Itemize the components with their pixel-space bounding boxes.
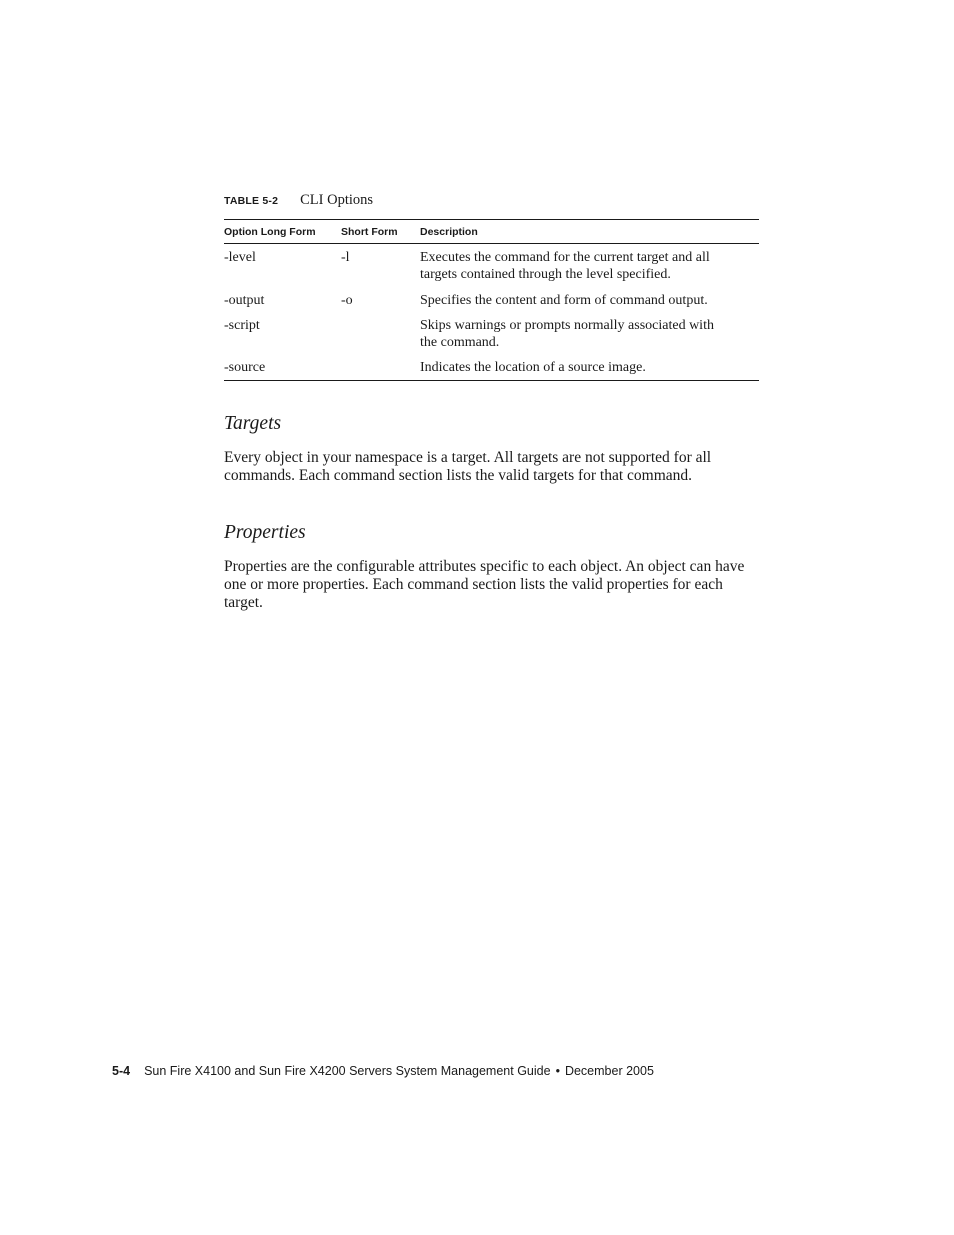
paragraph-line: one or more properties. Each command section lists the valid properties for each <box>224 576 723 594</box>
table-label: TABLE 5-2 <box>224 195 279 207</box>
paragraph-line: commands. Each command section lists the valid targets for that command. <box>224 467 693 485</box>
paragraph-line: Properties are the configurable attributes specific to each object. An object can have <box>224 558 745 575</box>
cell-description-line: Indicates the location of a source image. <box>420 360 646 375</box>
section-heading-properties: Properties <box>224 522 306 543</box>
section-paragraph-properties <box>224 558 799 613</box>
cell-long-form: -script <box>224 318 260 333</box>
column-header-long-form: Option Long Form <box>224 226 316 238</box>
cell-description <box>420 249 710 283</box>
cell-description <box>420 359 646 376</box>
cell-long-form: -level <box>224 250 256 265</box>
page-number: 5-4 <box>112 1064 131 1078</box>
cell-description-line: Skips warnings or prompts normally associated with <box>420 318 714 333</box>
table-header-rule <box>224 243 759 244</box>
section-heading-targets: Targets <box>224 413 282 434</box>
page-footer <box>112 1064 654 1078</box>
cell-description <box>420 317 714 351</box>
paragraph-line: Every object in your namespace is a target. All targets are not supported for all <box>224 449 712 466</box>
section-paragraph-targets <box>224 449 799 485</box>
column-header-short-form: Short Form <box>341 226 398 238</box>
cell-description-line: Specifies the content and form of command output. <box>420 293 708 308</box>
paragraph-line: target. <box>224 594 263 612</box>
document-title: Sun Fire X4100 and Sun Fire X4200 Servers System Management Guide <box>144 1064 551 1078</box>
footer-separator: • <box>555 1064 560 1078</box>
column-header-description: Description <box>420 226 478 238</box>
cell-description <box>420 292 708 309</box>
table-top-rule <box>224 219 759 220</box>
publication-date: December 2005 <box>564 1064 654 1078</box>
cell-long-form: -output <box>224 293 265 308</box>
cell-short-form: -o <box>341 293 353 308</box>
table-bottom-rule <box>224 380 759 381</box>
table-title: CLI Options <box>300 192 374 208</box>
cell-description-line: Executes the command for the current target and all <box>420 250 710 265</box>
cell-description-line: targets contained through the level specified. <box>420 267 671 282</box>
cell-description-line: the command. <box>420 335 500 350</box>
table-caption <box>224 191 373 209</box>
cell-long-form: -source <box>224 360 266 375</box>
cell-short-form: -l <box>341 250 350 265</box>
